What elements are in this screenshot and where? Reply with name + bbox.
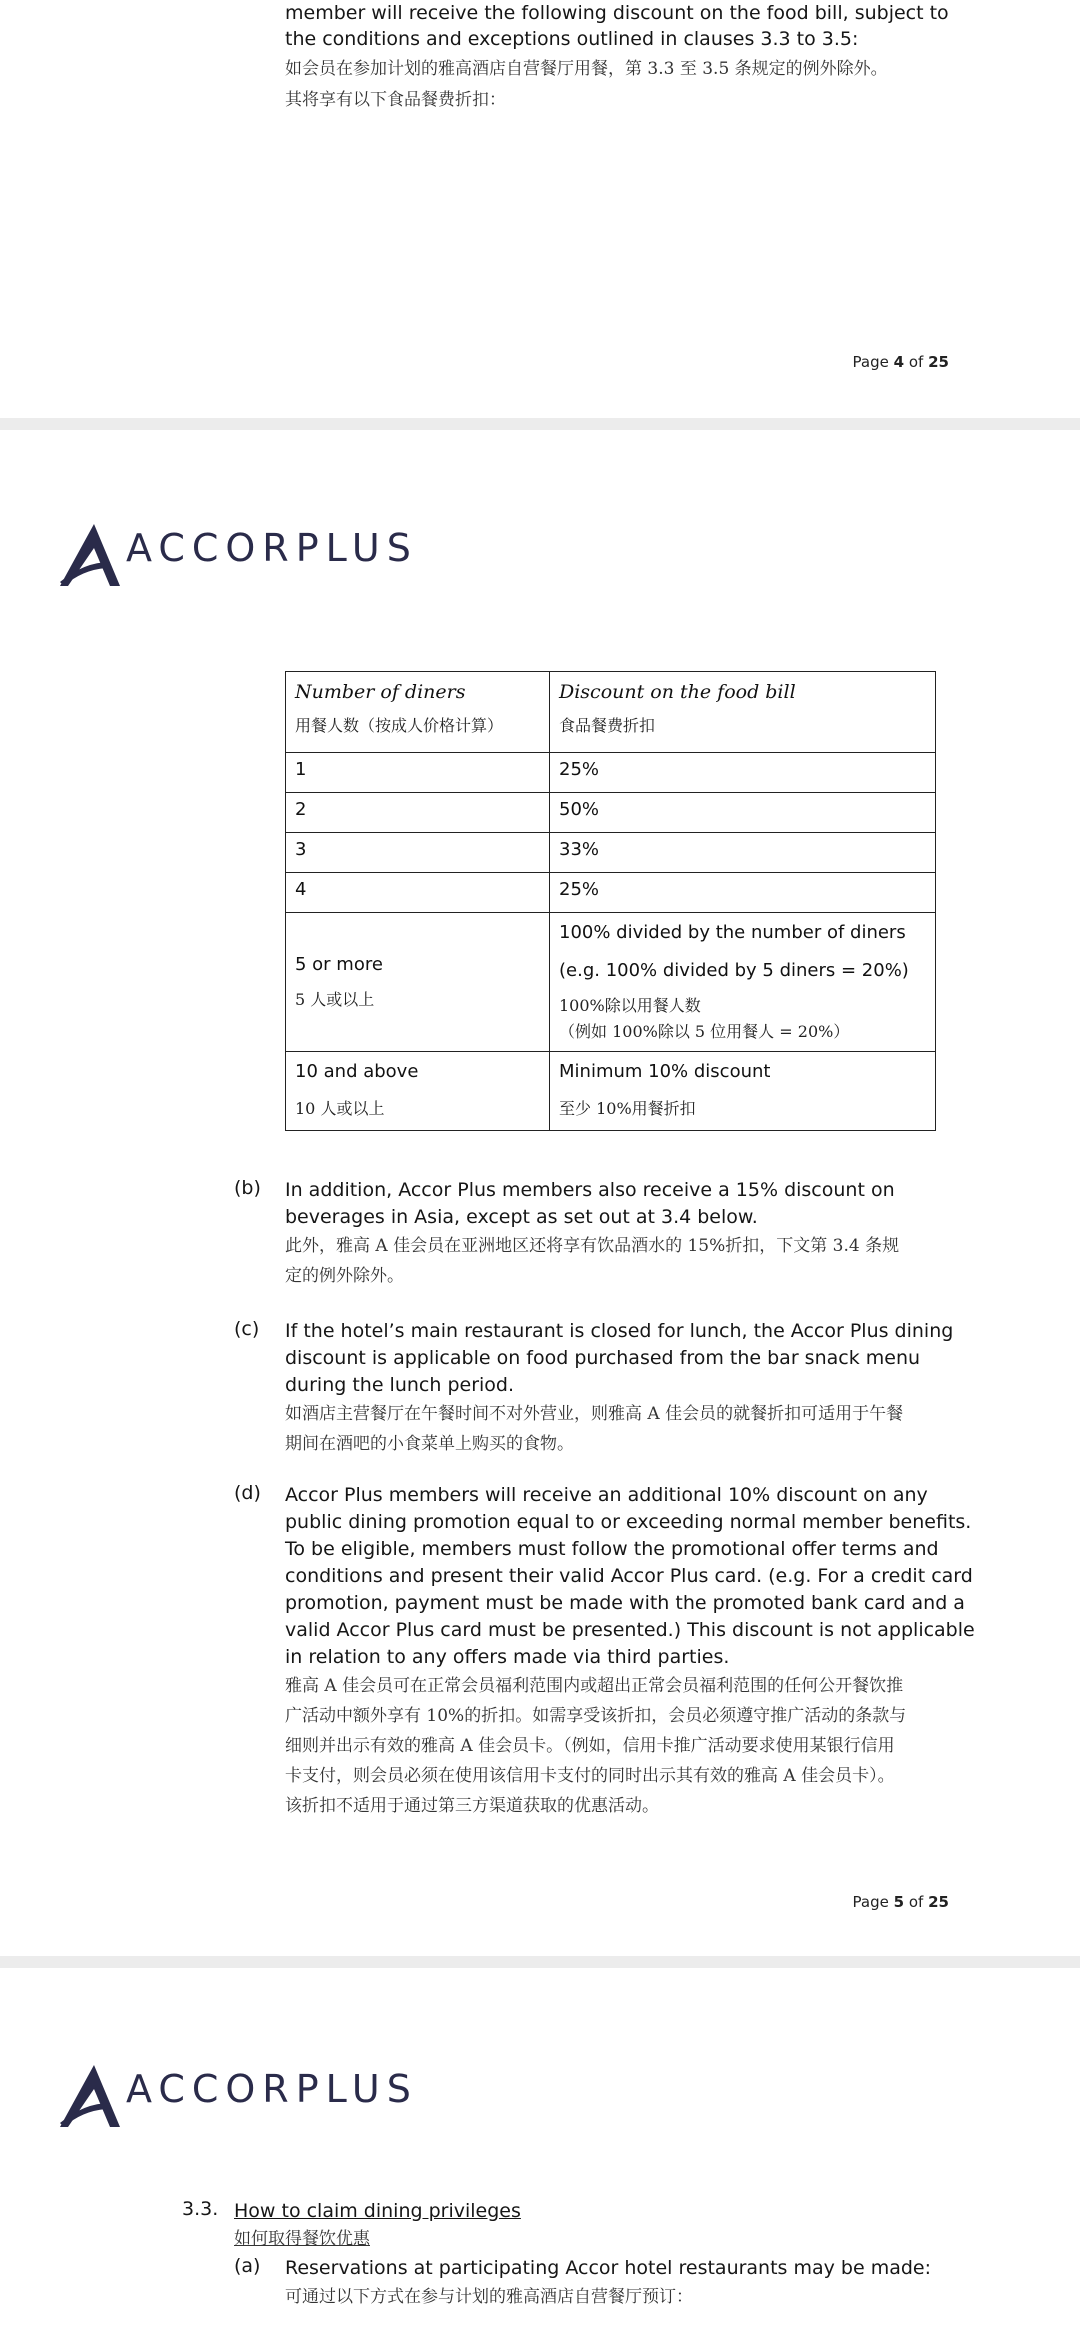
clause-c-cn-1: 如酒店主营餐厅在午餐时间不对外营业，则雅高 A 佳会员的就餐折扣可适用于午餐 — [285, 1404, 904, 1424]
cell-discount: 25% — [550, 873, 936, 913]
clause-d-label: (d) — [234, 1482, 261, 1504]
cell-discount: 25% — [550, 753, 936, 793]
intro-text-cn-1: 如会员在参加计划的雅高酒店自营餐厅用餐，第 3.3 至 3.5 条规定的例外除外。 — [285, 59, 888, 79]
section-3-3-title-en: How to claim dining privileges — [234, 2200, 521, 2222]
cell-discount — [550, 1052, 936, 1131]
clause-c-en-2: discount is applicable on food purchased from the bar snack menu — [285, 1347, 921, 1369]
cell-discount-cn: 至少 10%用餐折扣 — [559, 1099, 696, 1118]
clause-c-label: (c) — [234, 1318, 260, 1340]
table-row — [286, 873, 936, 913]
page-prefix: Page — [852, 1893, 889, 1911]
clause-d-en-1: Accor Plus members will receive an additional 10% discount on any — [285, 1484, 928, 1506]
cell-diners: 2 — [286, 793, 550, 833]
clause-d-en-5: promotion, payment must be made with the promoted bank card and a — [285, 1592, 965, 1614]
header-discount-en: Discount on the food bill — [559, 681, 796, 703]
clause-d-en-7: in relation to any offers made via third parties. — [285, 1646, 730, 1668]
accor-a-logo-icon — [60, 2063, 122, 2129]
section-3-3-number: 3.3. — [182, 2198, 219, 2220]
table-row — [286, 913, 936, 1052]
page-current: 5 — [893, 1893, 905, 1911]
page-of: of — [908, 353, 924, 371]
clause-b-en-1: In addition, Accor Plus members also receive a 15% discount on — [285, 1179, 895, 1201]
clause-d-cn-3: 细则并出示有效的雅高 A 佳会员卡。（例如，信用卡推广活动要求使用某银行信用 — [285, 1736, 895, 1756]
dining-discount-table — [285, 671, 936, 1131]
page-current: 4 — [893, 353, 905, 371]
clause-d-en-4: conditions and present their valid Accor Plus card. (e.g. For a credit card — [285, 1565, 973, 1587]
page-total: 25 — [928, 353, 949, 371]
clause-d-cn-5: 该折扣不适用于通过第三方渠道获取的优惠活动。 — [285, 1796, 659, 1816]
table-header-row — [286, 672, 936, 753]
section-3-3-title-cn: 如何取得餐饮优惠 — [234, 2229, 370, 2249]
clause-b-label: (b) — [234, 1177, 261, 1199]
intro-text-cn-2: 其将享有以下食品餐费折扣： — [285, 90, 506, 110]
clause-d-cn-4: 卡支付，则会员必须在使用该信用卡支付的同时出示其有效的雅高 A 佳会员卡）。 — [285, 1766, 895, 1786]
cell-diners-cn: 10 人或以上 — [295, 1099, 385, 1118]
table-row — [286, 793, 936, 833]
section-3-3-a-cn: 可通过以下方式在参与计划的雅高酒店自营餐厅预订： — [285, 2287, 693, 2307]
cell-discount: 33% — [550, 833, 936, 873]
header-diners-cn: 用餐人数（按成人价格计算） — [295, 716, 504, 735]
clause-b-cn-1: 此外，雅高 A 佳会员在亚洲地区还将享有饮品酒水的 15%折扣，下文第 3.4 条规 — [285, 1236, 900, 1256]
page-of: of — [908, 1893, 924, 1911]
intro-text-en-1: member will receive the following discount on the food bill, subject to — [285, 2, 949, 24]
logo-wordmark: ACCORPLUS — [126, 2067, 418, 2111]
clause-d-en-2: public dining promotion equal to or exceeding normal member benefits. — [285, 1511, 972, 1533]
cell-discount-cn-1: 100%除以用餐人数 — [559, 996, 701, 1015]
header-diners-en: Number of diners — [295, 681, 466, 703]
cell-diners-en: 10 and above — [295, 1061, 419, 1082]
clause-d-cn-2: 广活动中额外享有 10%的折扣。如需享受该折扣，会员必须遵守推广活动的条款与 — [285, 1706, 907, 1726]
header-cell-discount — [550, 672, 936, 753]
clause-b-en-2: beverages in Asia, except as set out at 3.4 below. — [285, 1206, 758, 1228]
page-number-5 — [853, 1893, 949, 1911]
clause-c-en-3: during the lunch period. — [285, 1374, 515, 1396]
cell-discount-en: Minimum 10% discount — [559, 1061, 771, 1082]
clause-c-en-1: If the hotel’s main restaurant is closed for lunch, the Accor Plus dining — [285, 1320, 954, 1342]
cell-diners: 4 — [286, 873, 550, 913]
accorplus-logo — [60, 522, 460, 592]
page-number-4 — [853, 353, 949, 371]
clause-d-en-6: valid Accor Plus card must be presented.) This discount is not applicable — [285, 1619, 975, 1641]
table-row — [286, 833, 936, 873]
cell-diners-en: 5 or more — [295, 954, 383, 975]
page-prefix: Page — [852, 353, 889, 371]
header-discount-cn: 食品餐费折扣 — [559, 716, 656, 735]
cell-discount-en-1: 100% divided by the number of diners — [559, 922, 906, 943]
cell-diners — [286, 1052, 550, 1131]
section-3-3-a-label: (a) — [234, 2255, 261, 2277]
cell-discount: 50% — [550, 793, 936, 833]
section-3-3-a-en: Reservations at participating Accor hotel restaurants may be made: — [285, 2257, 932, 2279]
clause-d-cn-1: 雅高 A 佳会员可在正常会员福利范围内或超出正常会员福利范围的任何公开餐饮推 — [285, 1676, 904, 1696]
table-row — [286, 1052, 936, 1131]
page-separator — [0, 418, 1080, 430]
cell-discount — [550, 913, 936, 1052]
cell-diners — [286, 913, 550, 1052]
accor-a-logo-icon — [60, 522, 122, 588]
cell-diners: 3 — [286, 833, 550, 873]
accorplus-logo — [60, 2063, 460, 2133]
cell-discount-cn-2: （例如 100%除以 5 位用餐人 = 20%） — [559, 1022, 850, 1041]
header-cell-diners — [286, 672, 550, 753]
cell-diners-cn: 5 人或以上 — [295, 990, 375, 1009]
clause-c-cn-2: 期间在酒吧的小食菜单上购买的食物。 — [285, 1434, 574, 1454]
logo-wordmark: ACCORPLUS — [126, 526, 418, 570]
clause-b-cn-2: 定的例外除外。 — [285, 1266, 404, 1286]
cell-discount-en-2: (e.g. 100% divided by 5 diners = 20%) — [559, 960, 909, 981]
intro-text-en-2: the conditions and exceptions outlined in clauses 3.3 to 3.5: — [285, 28, 859, 50]
page-total: 25 — [928, 1893, 949, 1911]
table-row — [286, 753, 936, 793]
cell-diners: 1 — [286, 753, 550, 793]
clause-d-en-3: To be eligible, members must follow the promotional offer terms and — [285, 1538, 939, 1560]
page-separator — [0, 1956, 1080, 1968]
